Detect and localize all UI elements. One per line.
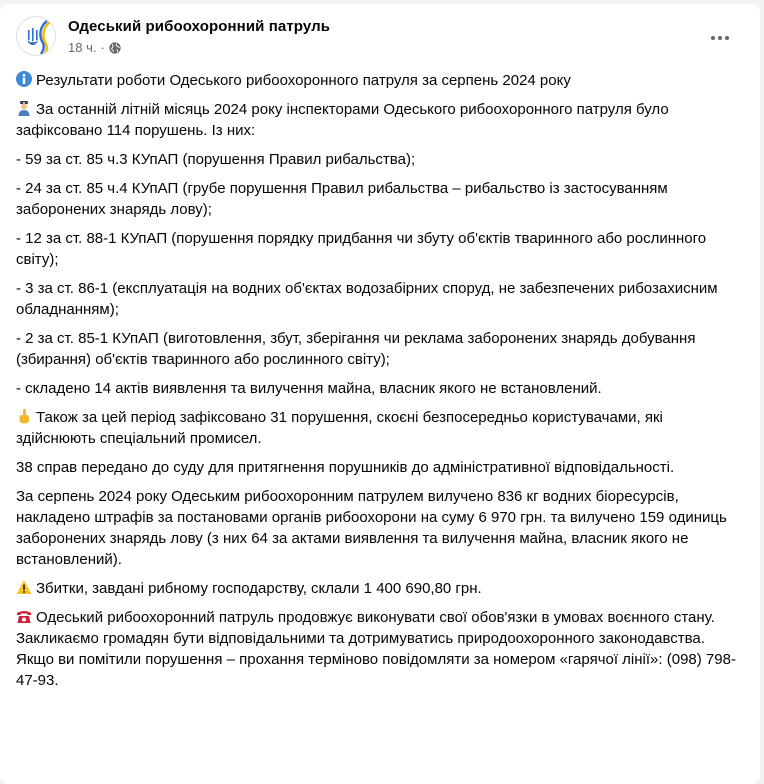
post-paragraph-hotline: Одеський рибоохоронний патруль продовжує виконувати свої обов'язки в умовах воєнного стану. Закликаємо громадян бути відповідальними та дотримуватись природоохоронного законодавства. Якщо ви помітили порушення – прохання терміново повідомляти за номером «гарячої лінії»: (098) 798-47-93. (16, 609, 736, 689)
post-card (0, 4, 760, 784)
post-body (16, 70, 746, 699)
post-paragraph-seizures: За серпень 2024 року Одеським рибоохоронним патрулем вилучено 836 кг водних біоресурсів, накладено штрафів за постановами органів рибоохорони на суму 6 970 грн. та вилучено 159 одиниць заборонених знарядь лову (з них 64 за актами виявлення та вилучення майна, власник якого не встановлений). (16, 488, 727, 568)
trident-logo-icon (17, 17, 56, 56)
meta-separator: · (100, 40, 105, 55)
violation-item: - 24 за ст. 85 ч.4 КУпАП (грубе порушення Правил рибальства – рибальство із застосуванням заборонених знарядь лову); (16, 180, 668, 218)
globe-icon[interactable] (109, 42, 121, 54)
violation-item: - 2 за ст. 85-1 КУпАП (виготовлення, збут, зберігання чи реклама заборонених знарядь добування (збирання) об'єктів тваринного або рослинного світу); (16, 330, 696, 368)
page-name-link[interactable]: Одеський рибоохоронний патруль (68, 18, 331, 35)
telephone-icon (16, 608, 32, 624)
violation-item: - 59 за ст. 85 ч.3 КУпАП (порушення Правил рибальства); (16, 151, 416, 168)
post-header (16, 16, 746, 60)
post-timestamp[interactable]: 18 ч. (68, 40, 97, 55)
post-paragraph-commercial: Також за цей період зафіксовано 31 порушення, скоєні безпосередньо користувачами, які здійснюють спеціальний промисел. (16, 409, 663, 447)
post-paragraph-title: Результати роботи Одеського рибоохоронного патруля за серпень 2024 року (16, 70, 746, 91)
post-paragraph-court: 38 справ передано до суду для притягнення порушників до адміністративної відповідальності. (16, 459, 675, 476)
pointing-up-icon (16, 408, 32, 424)
more-options-icon (711, 36, 715, 40)
violation-item: - 12 за ст. 88-1 КУпАП (порушення порядку придбання чи збуту об'єктів тваринного або рослинного світу); (16, 230, 707, 268)
warning-icon (16, 579, 32, 595)
post-paragraph-damages: Збитки, завдані рибному господарству, склали 1 400 690,80 грн. (16, 578, 746, 599)
violation-item: - 3 за ст. 86-1 (експлуатація на водних об'єктах водозабірних споруд, не забезпечених рибозахисним обладнанням); (16, 280, 718, 318)
more-options-button[interactable] (702, 20, 738, 56)
post-meta (68, 40, 121, 55)
post-paragraph-summary: За останній літній місяць 2024 року інспекторами Одеського рибоохоронного патруля було зафіксовано 114 порушень. Із них: (16, 101, 669, 139)
police-officer-icon (16, 100, 32, 116)
info-icon (16, 71, 32, 87)
violation-item: - складено 14 актів виявлення та вилучення майна, власник якого не встановлений. (16, 380, 602, 397)
page-avatar[interactable] (16, 16, 56, 56)
